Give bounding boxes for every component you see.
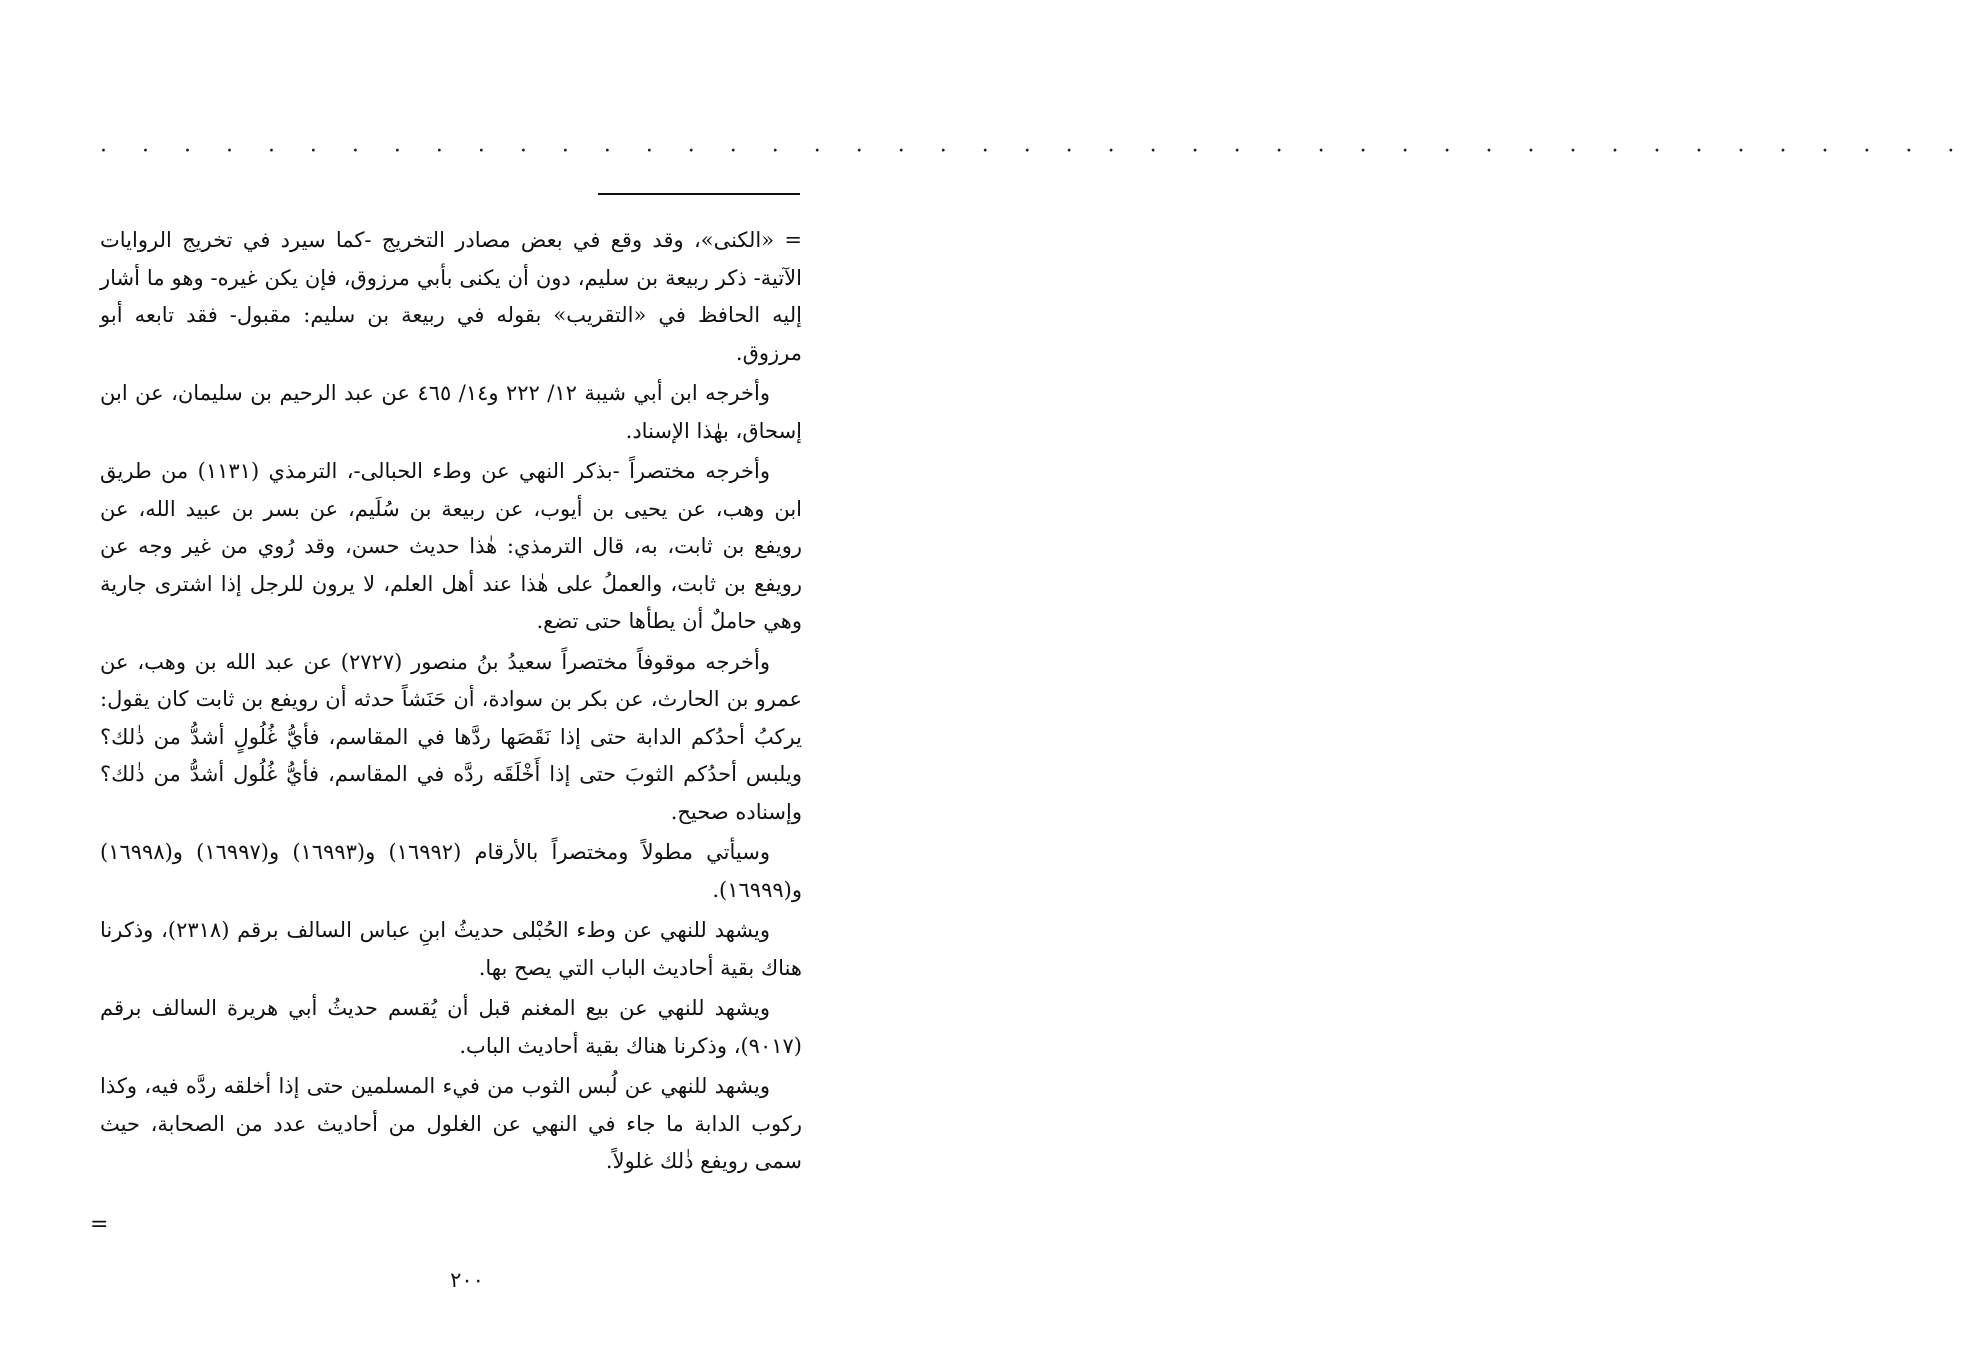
- footnote-paragraph-5: وسيأتي مطولاً ومختصراً بالأرقام (١٦٩٩٢) و(١٦٩٩٣) و(١٦٩٩٧) و(١٦٩٩٨) و(١٦٩٩٩).: [100, 840, 802, 902]
- dotted-separator: · · · · · · · · · · · · · · · · · · · · · · · · · · · · · · · · · · · · · · · · · · · · ·: [100, 139, 1968, 164]
- footnote-rule: [598, 193, 800, 195]
- footnote-paragraph-7: ويشهد للنهي عن بيع المغنم قبل أن يُقسم حديثُ أبي هريرة السالف برقم (٩٠١٧)، وذكرنا هناك بقية أحاديث الباب.: [100, 996, 802, 1058]
- continuation-mark: =: [90, 1212, 109, 1237]
- footnote-paragraph-8: ويشهد للنهي عن لُبس الثوب من فيء المسلمين حتى إذا أخلقه ردَّه فيه، وكذا ركوب الدابة ما جاء في النهي عن الغلول من أحاديث عدد من الصحابة، حيث سمى رويفع ذٰلك غلولاً.: [100, 1074, 802, 1173]
- footnote-paragraph-1: = «الكنى»، وقد وقع في بعض مصادر التخريج -كما سيرد في تخريج الروايات الآتية- ذكر ربيعة بن سليم، دون أن يكنى بأبي مرزوق، فإن يكن غيره- وهو ما أشار إليه الحافظ في «التقريب» بقوله في ربيعة بن سليم: مقبول- فقد تابعه أبو مرزوق.: [100, 228, 802, 365]
- page-number: ٢٠٠: [450, 1268, 484, 1292]
- footnote-paragraph-2: وأخرجه ابن أبي شيبة ١٢/ ٢٢٢ و١٤/ ٤٦٥ عن عبد الرحيم بن سليمان، عن ابن إسحاق، بهٰذا الإسناد.: [100, 381, 802, 443]
- footnote-block: [100, 222, 802, 1184]
- footnote-paragraph-4: وأخرجه موقوفاً مختصراً سعيدُ بنُ منصور (٢٧٢٧) عن عبد الله بن وهب، عن عمرو بن الحارث، عن بكر بن سوادة، أن حَنَشاً حدثه أن رويفع بن ثابت كان يقول: يركبُ أحدُكم الدابة حتى إذا نَقَصَها ردَّها في المقاسم، فأيُّ غُلُولٍ أشدُّ من ذٰلك؟ ويلبس أحدُكم الثوبَ حتى إذا أَخْلَقَه ردَّه في المقاسم، فأيُّ غُلُول أشدُّ من ذٰلك؟ وإسناده صحيح.: [100, 649, 802, 824]
- footnote-paragraph-3: وأخرجه مختصراً -بذكر النهي عن وطء الحبالى-، الترمذي (١١٣١) من طريق ابن وهب، عن يحيى بن أيوب، عن ربيعة بن سُلَيم، عن بسر بن عبيد الله، عن رويفع بن ثابت، به، قال الترمذي: هٰذا حديث حسن، وقد رُوي من غير وجه عن رويفع بن ثابت، والعملُ على هٰذا عند أهل العلم، لا يرون للرجل إذا اشترى جارية وهي حاملٌ أن يطأها حتى تضع.: [100, 459, 802, 633]
- footnote-paragraph-6: ويشهد للنهي عن وطء الحُبْلى حديثُ ابنِ عباس السالف برقم (٢٣١٨)، وذكرنا هناك بقية أحاديث الباب التي يصح بها.: [100, 918, 802, 980]
